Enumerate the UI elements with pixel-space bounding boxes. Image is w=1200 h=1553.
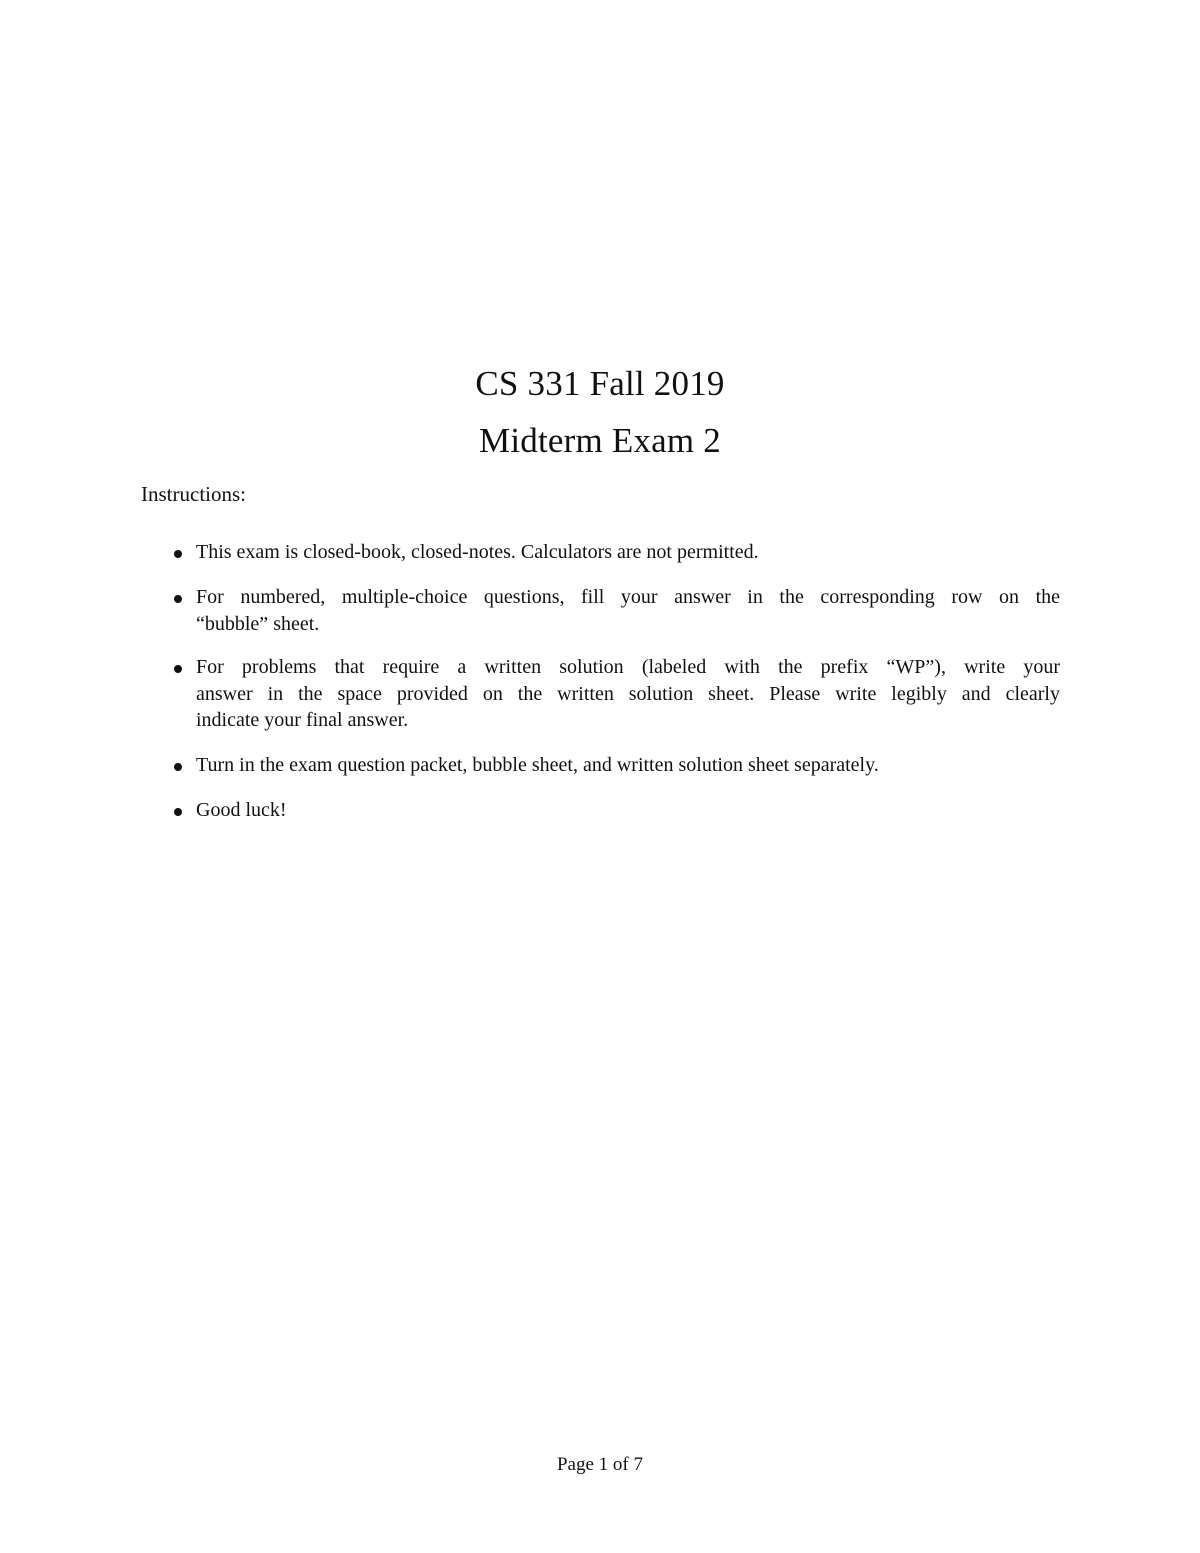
bullet-icon (174, 808, 182, 816)
instruction-line: This exam is closed-book, closed-notes. Calculators are not permitted. (196, 541, 759, 563)
instruction-text (196, 654, 1060, 734)
instruction-line: For problems that require a written solution (labeled with the prefix “WP”), write your (196, 656, 1060, 678)
bullet-icon (174, 763, 182, 771)
bullet-icon (174, 595, 182, 603)
bullet-icon (174, 665, 182, 673)
instruction-line: Turn in the exam question packet, bubble sheet, and written solution sheet separately. (196, 754, 879, 776)
exam-subtitle: Midterm Exam 2 (479, 421, 721, 460)
bullet-icon (174, 550, 182, 558)
instruction-text (196, 539, 1060, 566)
instruction-line: Good luck! (196, 799, 287, 821)
instruction-line: indicate your final answer. (196, 709, 409, 731)
instructions-heading: Instructions: (141, 482, 246, 506)
page-number: Page 1 of 7 (556, 1454, 643, 1475)
exam-title: CS 331 Fall 2019 (475, 364, 725, 403)
instruction-text (196, 752, 1060, 779)
instruction-line: “bubble” sheet. (196, 612, 320, 635)
instruction-line: answer in the space provided on the written solution sheet. Please write legibly and clearly (196, 682, 1060, 705)
instruction-line: For numbered, multiple-choice questions, fill your answer in the corresponding row on the (196, 586, 1060, 608)
instruction-text (196, 797, 1060, 824)
instruction-text (196, 584, 1060, 637)
